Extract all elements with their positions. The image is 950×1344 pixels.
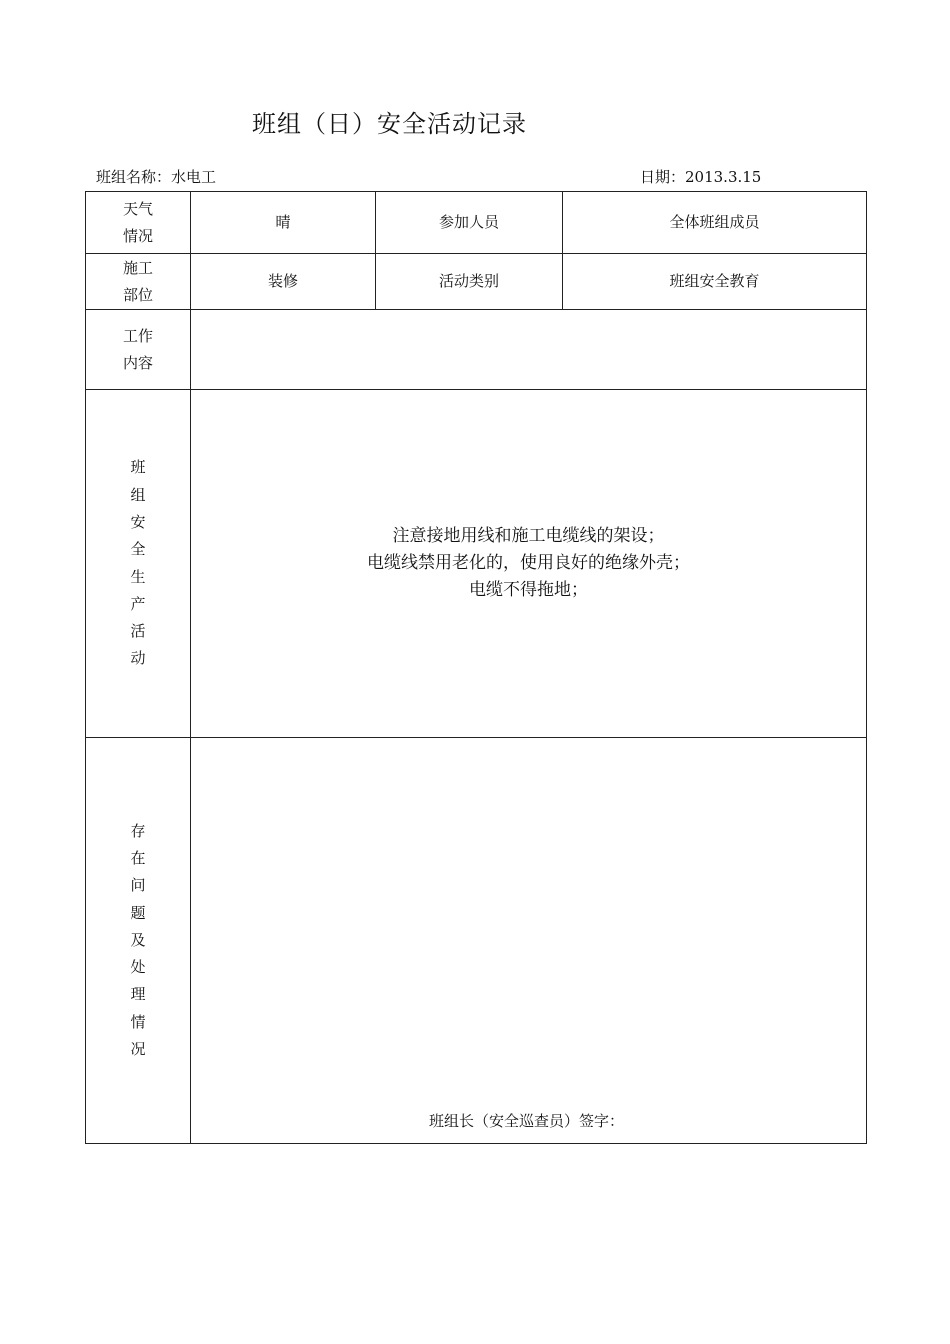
table-row xyxy=(86,738,867,1144)
work-content-value xyxy=(191,310,867,390)
work-content-label: 工作内容 xyxy=(122,326,153,372)
safety-activity-label-cell xyxy=(86,390,191,738)
safety-activity-label: 班组安全生产活动 xyxy=(130,458,146,668)
safety-activity-line: 注意接地用线和施工电缆线的架设； xyxy=(392,526,665,546)
team-name: 班组名称：水电工 xyxy=(96,168,217,186)
issues-content xyxy=(191,738,867,1144)
activity-type-value: 班组安全教育 xyxy=(563,254,867,310)
safety-activity-content xyxy=(191,390,867,738)
table-row xyxy=(86,390,867,738)
site-value: 装修 xyxy=(191,254,376,310)
participants-value: 全体班组成员 xyxy=(563,192,867,254)
page-title: 班组（日）安全活动记录 xyxy=(252,110,527,138)
table-row xyxy=(86,254,867,310)
participants-label: 参加人员 xyxy=(376,192,563,254)
issues-label-cell xyxy=(86,738,191,1144)
safety-activity-line: 电缆不得拖地； xyxy=(469,580,588,600)
work-content-label-cell xyxy=(86,310,191,390)
activity-record-table xyxy=(85,191,867,1144)
weather-label: 天气情况 xyxy=(122,199,153,245)
activity-type-label: 活动类别 xyxy=(376,254,563,310)
table-row xyxy=(86,192,867,254)
weather-value: 晴 xyxy=(191,192,376,254)
table-row xyxy=(86,310,867,390)
signature-label: 班组长（安全巡查员）签字： xyxy=(429,1112,625,1130)
issues-label: 存在问题及处理情况 xyxy=(130,821,146,1059)
site-label-cell xyxy=(86,254,191,310)
safety-activity-line: 电缆线禁用老化的，使用良好的绝缘外壳； xyxy=(367,553,690,573)
weather-label-cell xyxy=(86,192,191,254)
record-date: 日期：2013.3.15 xyxy=(640,168,762,186)
site-label: 施工部位 xyxy=(122,258,153,304)
